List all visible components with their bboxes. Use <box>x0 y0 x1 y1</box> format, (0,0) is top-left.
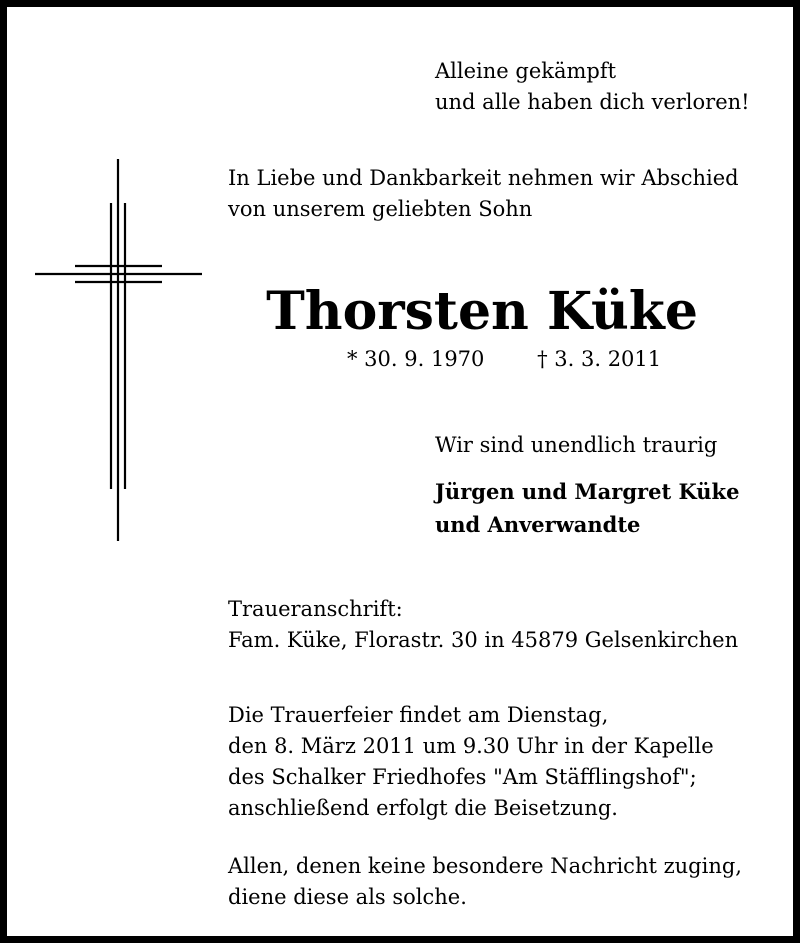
family-signature <box>435 475 739 541</box>
life-dates <box>347 344 661 375</box>
motto <box>435 56 750 118</box>
sadness-line: Wir sind unendlich traurig <box>435 433 718 457</box>
ceremony-line-3: des Schalker Friedhofes "Am Stäfflingshof"; <box>228 765 697 789</box>
mourning-address <box>228 594 738 656</box>
address-label: Traueranschrift: <box>228 597 403 621</box>
closing-note <box>228 851 742 913</box>
family-line-1: Jürgen und Margret Küke <box>435 479 740 504</box>
family-line-2: und Anverwandte <box>435 512 641 537</box>
ceremony-line-2: den 8. März 2011 um 9.30 Uhr in der Kapelle <box>228 734 714 758</box>
motto-line-1: Alleine gekämpft <box>435 59 617 83</box>
closing-line-2: diene diese als solche. <box>228 885 467 909</box>
closing-line-1: Allen, denen keine besondere Nachricht zuging, <box>228 854 742 878</box>
ceremony-line-4: anschließend erfolgt die Beisetzung. <box>228 796 618 820</box>
motto-line-2: und alle haben dich verloren! <box>435 90 750 114</box>
address-line: Fam. Küke, Florastr. 30 in 45879 Gelsenkirchen <box>228 628 739 652</box>
deceased-name: Thorsten Küke <box>266 281 698 342</box>
ceremony-info <box>228 700 714 824</box>
death-date: † 3. 3. 2011 <box>537 347 662 371</box>
birth-date: * 30. 9. 1970 <box>347 347 485 371</box>
farewell-line-1: In Liebe und Dankbarkeit nehmen wir Abschied <box>228 166 739 190</box>
farewell-line-2: von unserem geliebten Sohn <box>228 197 533 221</box>
line-cross-icon <box>34 157 204 543</box>
farewell-text <box>228 163 739 225</box>
ceremony-line-1: Die Trauerfeier findet am Dienstag, <box>228 703 609 727</box>
